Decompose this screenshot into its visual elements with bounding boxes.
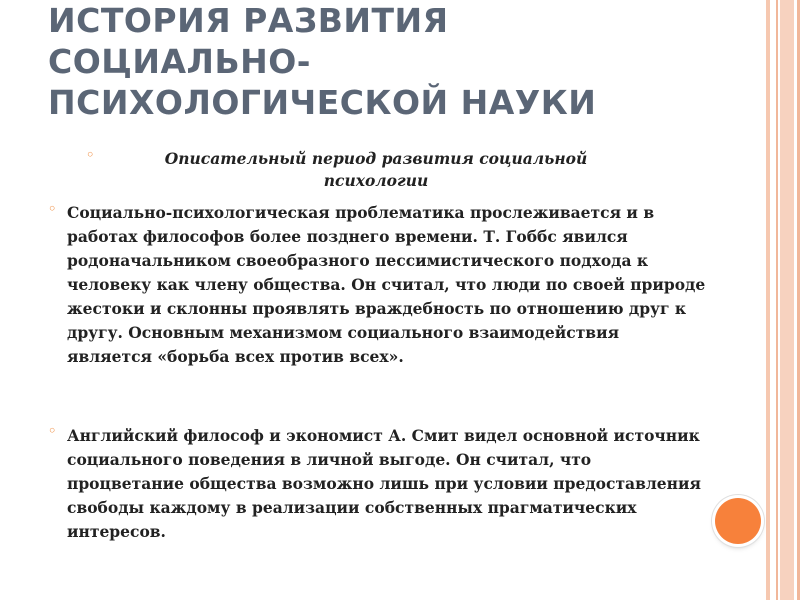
decorative-circle: [715, 498, 761, 544]
slide-subtitle: Описательный период развития социальной психологии: [164, 149, 588, 190]
bullet-icon: ◦: [48, 424, 57, 439]
decorative-stripes: [760, 0, 800, 600]
stripe: [780, 0, 794, 600]
slide-title: ИСТОРИЯ РАЗВИТИЯ СОЦИАЛЬНО-ПСИХОЛОГИЧЕСКОЙ НАУКИ: [48, 1, 597, 122]
paragraph-smith: Английский философ и экономист А. Смит видел основной источник социального поведения в личной выгоде. Он считал, что процветание общества возможно лишь при условии предоставления свободы каждому в реализации собственных прагматических интересов.: [67, 426, 701, 541]
stripe: [776, 0, 778, 600]
bullet-icon: ◦: [86, 148, 95, 163]
paragraph-hobbes: Социально-психологическая проблематика прослеживается и в работах философов более позднего времени. Т. Гоббс явился родоначальником своеобразного пессимистического подхода к человеку как члену общества. Он считал, что люди по своей природе жестоки и склонны проявлять враждебность по отношению друг к другу. Основным механизмом социального взаимодействия является «борьба всех против всех».: [67, 203, 706, 366]
stripe: [766, 0, 770, 600]
bullet-icon: ◦: [48, 202, 57, 217]
